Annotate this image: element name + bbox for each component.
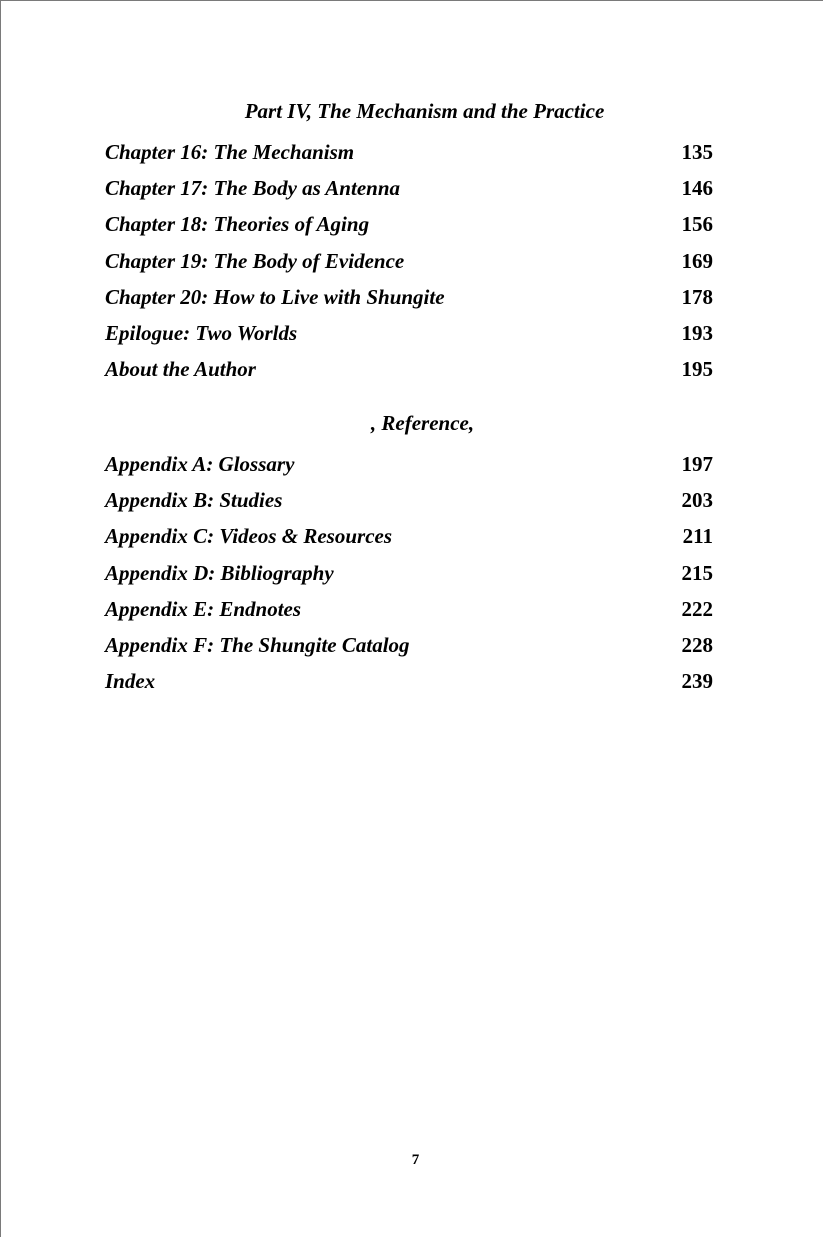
toc-entry xyxy=(105,561,717,597)
toc-entry-page: 195 xyxy=(681,357,713,382)
toc-entry-page: 135 xyxy=(681,140,713,164)
toc-entry xyxy=(105,212,717,248)
toc-entry-page: 169 xyxy=(681,248,713,273)
toc-entry-page: 197 xyxy=(681,452,713,476)
toc-entry-page: 193 xyxy=(681,320,713,345)
toc-entry-title: Index xyxy=(105,669,156,694)
toc-entry-title: Chapter 19: The Body of Evidence xyxy=(105,248,405,273)
section-heading-reference: , Reference, xyxy=(370,411,475,435)
toc-entry-title: Appendix A: Glossary xyxy=(105,452,295,476)
page-number: 7 xyxy=(411,1152,420,1168)
toc-entry xyxy=(105,633,717,669)
toc-entry-page: 239 xyxy=(681,669,713,694)
toc-entry-title: About the Author xyxy=(105,357,256,382)
toc-entry-title: Appendix E: Endnotes xyxy=(105,596,302,621)
toc-entry xyxy=(105,249,717,285)
toc-list-part-iv xyxy=(105,140,717,393)
toc-entry-page: 146 xyxy=(681,176,713,201)
toc-entry-title: Appendix F: The Shungite Catalog xyxy=(105,632,410,657)
section-heading-part-iv: Part IV, The Mechanism and the Practice xyxy=(244,99,605,123)
toc-entry xyxy=(105,488,717,524)
toc-entry xyxy=(105,321,717,357)
toc-entry-page: 215 xyxy=(681,560,713,585)
toc-entry-page: 178 xyxy=(681,284,713,309)
toc-entry-title: Appendix B: Studies xyxy=(105,488,283,513)
toc-entry-page: 228 xyxy=(681,632,713,657)
toc-entry xyxy=(105,524,717,560)
toc-entry-title: Appendix D: Bibliography xyxy=(105,560,334,585)
toc-entry xyxy=(105,669,717,705)
toc-entry xyxy=(105,285,717,321)
toc-entry-title: Chapter 20: How to Live with Shungite xyxy=(105,284,445,309)
toc-entry xyxy=(105,597,717,633)
toc-entry xyxy=(105,176,717,212)
toc-list-reference xyxy=(105,452,717,705)
toc-entry xyxy=(105,452,717,488)
toc-entry-page: 156 xyxy=(681,212,713,237)
toc-entry-page: 222 xyxy=(681,596,713,621)
toc-entry-title: Appendix C: Videos & Resources xyxy=(105,524,393,549)
toc-entry-page: 211 xyxy=(682,524,713,549)
toc-entry-title: Chapter 16: The Mechanism xyxy=(105,140,355,164)
toc-entry-title: Epilogue: Two Worlds xyxy=(105,320,298,345)
toc-entry-title: Chapter 18: Theories of Aging xyxy=(105,212,370,237)
toc-entry xyxy=(105,140,717,176)
toc-entry-title: Chapter 17: The Body as Antenna xyxy=(105,176,401,201)
toc-entry xyxy=(105,357,717,393)
toc-entry-page: 203 xyxy=(681,488,713,513)
